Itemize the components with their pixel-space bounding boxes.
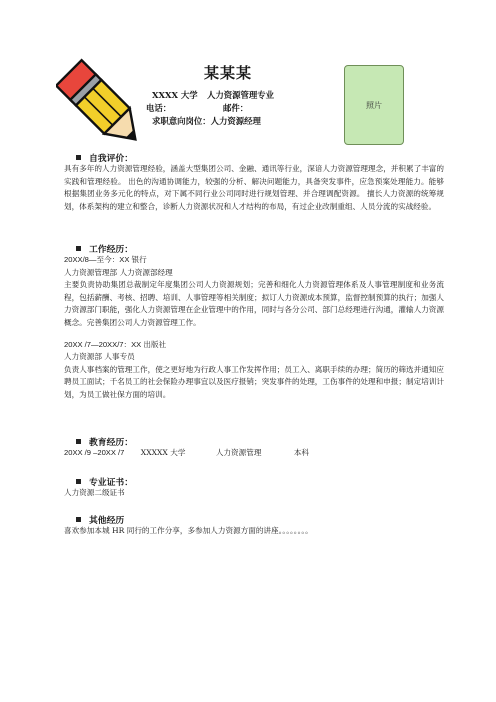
section-title: 其他经历: [89, 515, 125, 526]
certificates-section: [64, 475, 444, 500]
education-section: [64, 435, 444, 460]
section-title: 自我评价：: [89, 153, 133, 164]
certificate-text: 人力资源二级证书: [64, 488, 125, 497]
job2-department: 人力资源部 人事专员: [64, 352, 135, 362]
phone-label: 电话：: [146, 103, 172, 113]
major-text: 人力资源管理专业: [207, 90, 274, 100]
square-bullet-icon: [76, 246, 81, 251]
photo-label: 照片: [366, 100, 382, 110]
candidate-name: 某某某: [203, 64, 252, 82]
job1-period: 20XX/8—至今：XX 银行: [64, 255, 147, 264]
school-text: XXXX 大学: [152, 90, 198, 100]
education-degree: 本科: [293, 448, 310, 457]
self-evaluation-section: [64, 151, 444, 213]
square-bullet-icon: [76, 479, 81, 484]
other-experience-text: 喜欢参加本城 HR 同行的工作分享，多参加人力资源方面的讲座。。。。。。。。: [64, 526, 313, 535]
job1-description: 主要负责协助集团总裁制定年度集团公司人力资源规划；完善和细化人力资源管理体系及人事管理制度和业务流程，包括薪酬、考核、招聘、培训、人事管理等相关制度；拟订人力资源成本预算，监督控制预算的执行；加强人力资源部门职能，强化人力资源管理在企业管理中的作用，同时与各分公司、部门总经理进行沟通，灌输人力资源概念。完善集团公司人力资源管理工作。: [64, 280, 444, 327]
square-bullet-icon: [76, 517, 81, 522]
job2-period: 20XX /7—20XX/7：XX 出版社: [64, 339, 167, 349]
photo-placeholder: [344, 65, 404, 145]
work-experience-section: [64, 242, 444, 402]
square-bullet-icon: [76, 439, 81, 444]
self-evaluation-text: 具有多年的人力资源管理经验，涵盖大型集团公司、金融、通讯等行业，深谙人力资源管理理念，并积累了丰富的实践和管理经验。 出色的沟通协调能力，较强的分析、解决问题能力，具备突发事件，应急预案处理能力。能够根据集团业务多元化的特点，对下属不同行业公司同时进行规划管理、并合理调配资源。 擅长人力资源的统筹规划，体系架构的建立和整合，诊断人力资源状况和人才结构的布局，有过企业改制重组、人员分流的实战经验。: [64, 164, 444, 211]
job-objective: 求职意向岗位：人力资源经理: [152, 116, 261, 126]
education-period: 20XX /9 –20XX /7: [64, 448, 125, 457]
education-major: 人力资源管理: [215, 448, 262, 457]
email-label: 邮件：: [223, 103, 249, 113]
other-experience-section: [64, 513, 444, 538]
section-title: 专业证书：: [89, 477, 133, 488]
square-bullet-icon: [76, 155, 81, 160]
job1-department: 人力资源管理部 人力资源部经理: [64, 267, 173, 277]
pencil-icon: [56, 58, 144, 150]
section-title: 工作经历：: [89, 244, 133, 255]
section-title: 教育经历：: [89, 437, 133, 448]
job2-description: 负责人事档案的管理工作，使之更好地为行政人事工作发挥作用；员工入、离职手续的办理；简历的筛选并通知应聘员工面试；千名员工的社会保险办理事宜以及医疗报销；突发事件的处理，工伤事件的处理和申报；制定培训计划，为员工做社保方面的培训。: [64, 364, 444, 399]
education-school: XXXXX 大学: [140, 448, 186, 457]
